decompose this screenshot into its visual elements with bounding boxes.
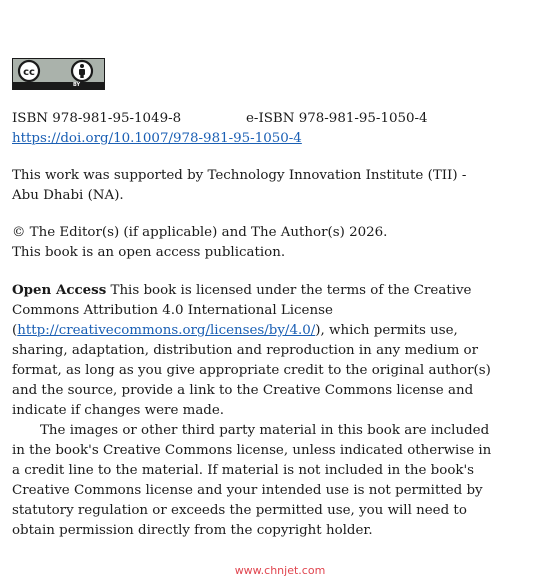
oa-line-3-text: ), which permits use, — [315, 323, 458, 338]
oa-para2-line-1: The images or other third party material in this book are included — [40, 423, 490, 438]
oa-line-4: sharing, adaptation, distribution and reproduction in any medium or — [12, 343, 479, 358]
badge-strip — [13, 82, 104, 89]
oa-line-7: indicate if changes were made. — [12, 403, 225, 418]
copyright-notice — [12, 223, 540, 263]
license-url-link[interactable]: http://creativecommons.org/licenses/by/4.0/ — [17, 323, 316, 338]
oa-line-2: Commons Attribution 4.0 International License — [12, 303, 333, 318]
funding-line-1: This work was supported by Technology Innovation Institute (TII) - — [12, 168, 467, 183]
funding-line-2: Abu Dhabi (NA). — [12, 188, 124, 203]
copyright-line-1: © The Editor(s) (if applicable) and The Author(s) 2026. — [12, 225, 388, 240]
cc-icon-text: cc — [23, 67, 35, 78]
oa-para2-line-2: in the book's Creative Commons license, unless indicated otherwise in — [12, 443, 492, 458]
oa-line-3 — [12, 321, 540, 341]
funding-statement — [12, 166, 540, 206]
cc-by-license-badge — [12, 58, 105, 90]
oa-line-1-text: This book is licensed under the terms of the Creative — [106, 283, 472, 298]
oa-paren-open: ( — [12, 323, 18, 338]
site-watermark: www.chnjet.com — [234, 564, 326, 577]
open-access-heading: Open Access — [12, 282, 107, 298]
copyright-line-2: This book is an open access publication. — [12, 245, 286, 260]
e-isbn: e-ISBN 978-981-95-1050-4 — [246, 111, 428, 126]
badge-by-label: BY — [73, 82, 81, 88]
oa-para2-line-6: obtain permission directly from the copyright holder. — [12, 523, 373, 538]
oa-para2-line-4: Creative Commons license and your intended use is not permitted by — [12, 483, 483, 498]
oa-line-6: and the source, provide a link to the Creative Commons license and — [12, 383, 474, 398]
open-access-statement — [12, 280, 540, 541]
doi-link[interactable]: https://doi.org/10.1007/978-981-95-1050-4 — [12, 131, 302, 146]
oa-line-1 — [12, 280, 540, 301]
oa-para2-line-3: a credit line to the material. If material is not included in the book's — [12, 463, 475, 478]
isbn: ISBN 978-981-95-1049-8 — [12, 111, 182, 126]
oa-para2-line-5: statutory regulation or exceeds the permitted use, you will need to — [12, 503, 467, 518]
oa-line-5: format, as long as you give appropriate credit to the original author(s) — [12, 363, 491, 378]
